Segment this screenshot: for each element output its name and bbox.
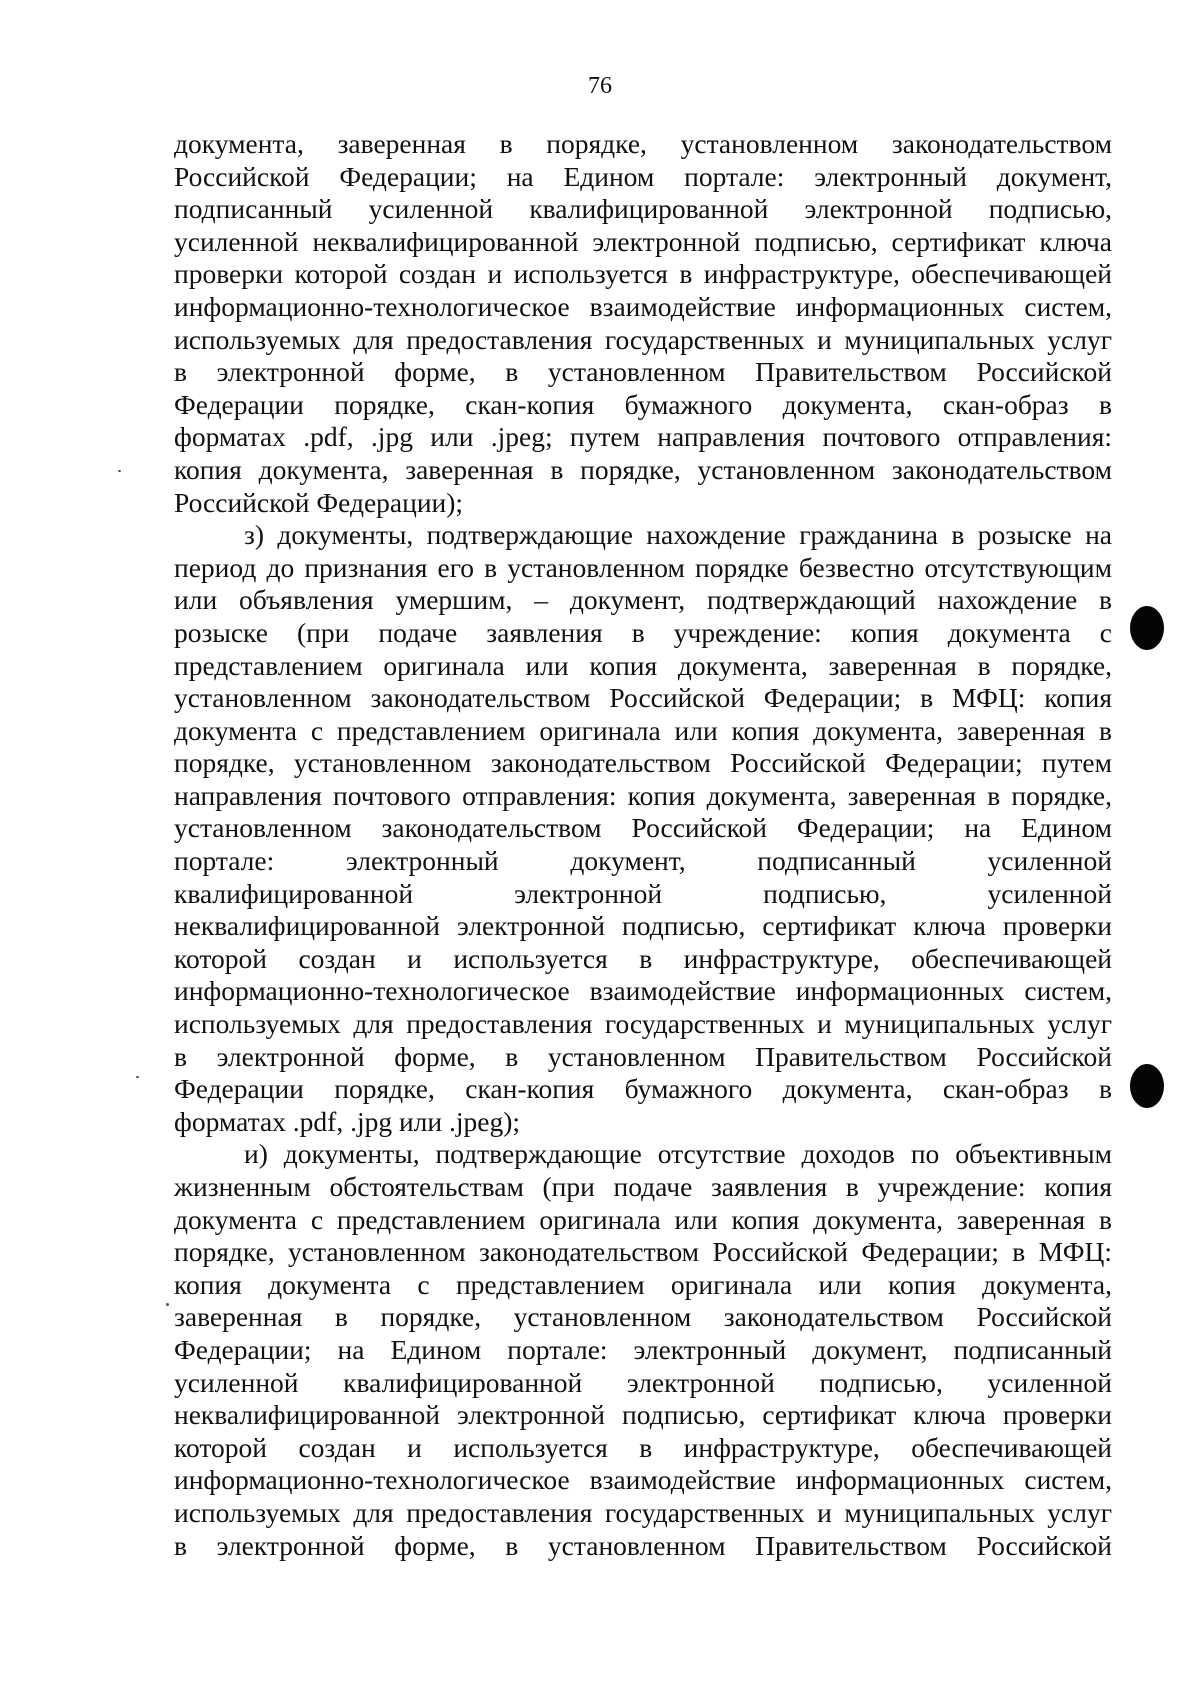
text-line: установленном законодательством Российской Федерации; в МФЦ: копия: [174, 682, 1112, 714]
text-line: Российской Федерации; на Едином портале: электронный документ,: [174, 160, 1112, 192]
text-line: информационно-технологическое взаимодействие информационных систем,: [174, 290, 1112, 322]
text-line: установленном законодательством Российской Федерации; на Едином: [174, 812, 1112, 844]
text-line: усиленной квалифицированной электронной подписью, усиленной: [174, 1366, 1112, 1398]
text-line: в электронной форме, в установленном Правительством Российской: [174, 1040, 1112, 1072]
text-line: жизненным обстоятельствам (при подаче заявления в учреждение: копия: [174, 1171, 1112, 1202]
scan-speck: [166, 1303, 169, 1306]
scan-speck: [118, 470, 121, 472]
text-line: представлением оригинала или копия документа, заверенная в порядке,: [174, 649, 1112, 681]
scan-speck: [136, 1076, 139, 1078]
text-line: порядке, установленном законодательством Российской Федерации; путем: [174, 747, 1112, 779]
text-line: копия документа с представлением оригинала или копия документа,: [174, 1268, 1112, 1300]
text-line: документа с представлением оригинала или копия документа, заверенная в: [174, 714, 1112, 746]
text-line: используемых для предоставления государственных и муниципальных услуг: [174, 323, 1112, 355]
text-line: з) документы, подтверждающие нахождение гражданина в розыске на: [244, 519, 1112, 551]
text-line: Федерации порядке, скан-копия бумажного документа, скан-образ в: [174, 1073, 1112, 1105]
text-line: используемых для предоставления государственных и муниципальных услуг: [174, 1496, 1112, 1528]
text-line: порядке, установленном законодательством Российской Федерации; в МФЦ:: [174, 1236, 1112, 1268]
text-line: заверенная в порядке, установленном законодательством Российской: [174, 1301, 1112, 1333]
page-number: 76: [588, 73, 612, 99]
paragraph: [174, 519, 1112, 1138]
punch-hole-mark: [1130, 606, 1164, 650]
text-line: портале: электронный документ, подписанный усиленной: [174, 845, 1112, 877]
text-line: или объявления умершим, – документ, подтверждающий нахождение в: [174, 584, 1112, 616]
text-line: Федерации порядке, скан-копия бумажного документа, скан-образ в: [174, 388, 1112, 420]
paragraph: [174, 1138, 1112, 1562]
text-line: информационно-технологическое взаимодействие информационных систем,: [174, 1464, 1112, 1496]
text-line: период до признания его в установленном порядке безвестно отсутствующим: [174, 551, 1112, 583]
document-body: [174, 128, 1112, 1562]
text-line: проверки которой создан и используется в инфраструктуре, обеспечивающей: [174, 258, 1112, 290]
text-line: документа, заверенная в порядке, установленном законодательством: [174, 128, 1112, 159]
text-line: в электронной форме, в установленном Правительством Российской: [174, 1529, 1112, 1561]
text-line: информационно-технологическое взаимодействие информационных систем,: [174, 975, 1112, 1007]
text-line: в электронной форме, в установленном Правительством Российской: [174, 356, 1112, 388]
text-line: Федерации; на Едином портале: электронный документ, подписанный: [174, 1333, 1112, 1365]
text-line: розыске (при подаче заявления в учреждение: копия документа с: [174, 616, 1112, 648]
paragraph: [174, 128, 1112, 519]
text-line: копия документа, заверенная в порядке, установленном законодательством: [174, 453, 1112, 485]
text-line: форматах .pdf, .jpg или .jpeg);: [174, 1105, 521, 1137]
text-line: форматах .pdf, .jpg или .jpeg; путем направления почтового отправления:: [174, 421, 1112, 453]
text-line: подписанный усиленной квалифицированной электронной подписью,: [174, 193, 1112, 225]
text-line: которой создан и используется в инфраструктуре, обеспечивающей: [174, 942, 1112, 974]
text-line: усиленной неквалифицированной электронной подписью, сертификат ключа: [174, 225, 1112, 257]
text-line: которой создан и используется в инфраструктуре, обеспечивающей: [174, 1431, 1112, 1463]
text-line: квалифицированной электронной подписью, усиленной: [174, 877, 1112, 909]
text-line: неквалифицированной электронной подписью, сертификат ключа проверки: [174, 910, 1112, 942]
text-line: неквалифицированной электронной подписью, сертификат ключа проверки: [174, 1399, 1112, 1431]
punch-hole-mark: [1130, 1064, 1164, 1108]
text-line: и) документы, подтверждающие отсутствие доходов по объективным: [244, 1138, 1112, 1170]
text-line: используемых для предоставления государственных и муниципальных услуг: [174, 1008, 1112, 1040]
text-line: Российской Федерации);: [174, 486, 464, 518]
text-line: документа с представлением оригинала или копия документа, заверенная в: [174, 1203, 1112, 1235]
text-line: направления почтового отправления: копия документа, заверенная в порядке,: [174, 779, 1112, 811]
